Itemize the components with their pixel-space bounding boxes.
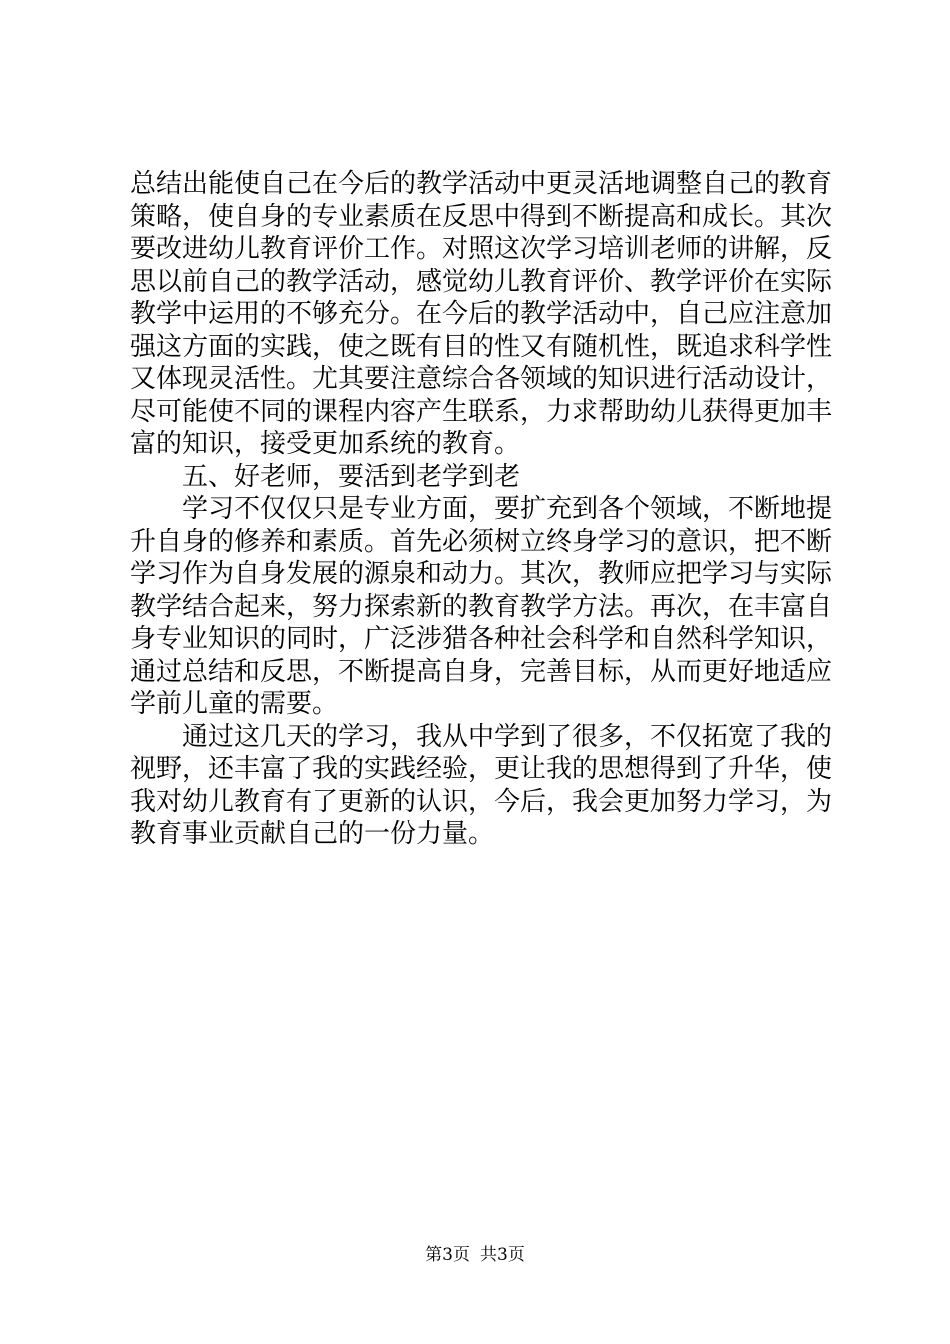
text-line: 通过这几天的学习，我从中学到了很多，不仅拓宽了我的 — [182, 721, 833, 752]
text-line: 总结出能使自己在今后的教学活动中更灵活地调整自己的教育 — [130, 169, 833, 199]
page-total: 共3页 — [480, 1245, 525, 1265]
text-line: 视野，还丰富了我的实践经验，更让我的思想得到了升华，使 — [130, 754, 833, 784]
text-line: 升自身的修养和素质。首先必须树立终身学习的意识，把不断 — [130, 526, 833, 557]
page-number: 第3页 — [425, 1245, 470, 1265]
text-line: 富的知识，接受更加系统的教育。 — [130, 429, 521, 459]
text-line: 策略，使自身的专业素质在反思中得到不断提高和成长。其次 — [130, 201, 833, 232]
page-footer — [0, 1244, 950, 1266]
text-line: 教学中运用的不够充分。在今后的教学活动中，自己应注意加 — [130, 299, 833, 329]
text-line: 通过总结和反思，不断提高自身，完善目标，从而更好地适应 — [130, 656, 833, 687]
text-line: 教育事业贡献自己的一份力量。 — [130, 819, 495, 849]
text-line: 思以前自己的教学活动，感觉幼儿教育评价、教学评价在实际 — [130, 266, 833, 297]
text-line: 教学结合起来，努力探索新的教育教学方法。再次，在丰富自 — [130, 591, 833, 622]
text-line: 强这方面的实践，使之既有目的性又有随机性，既追求科学性 — [130, 331, 833, 362]
text-line: 又体现灵活性。尤其要注意综合各领域的知识进行活动设计， — [130, 364, 833, 394]
paragraph-lifelong-learning — [130, 493, 833, 721]
text-line: 尽可能使不同的课程内容产生联系，力求帮助幼儿获得更加丰 — [130, 396, 833, 427]
text-line: 学前儿童的需要。 — [130, 689, 339, 719]
section-heading: 五、好老师，要活到老学到老 — [182, 461, 521, 492]
document-body — [130, 168, 833, 851]
text-line: 要改进幼儿教育评价工作。对照这次学习培训老师的讲解，反 — [130, 234, 833, 264]
text-line: 身专业知识的同时，广泛涉猎各种社会科学和自然科学知识， — [130, 624, 833, 654]
text-line: 学习不仅仅只是专业方面，要扩充到各个领域，不断地提 — [182, 494, 833, 524]
paragraph-conclusion — [130, 721, 833, 851]
paragraph-continuation — [130, 168, 833, 461]
text-line: 我对幼儿教育有了更新的认识，今后，我会更加努力学习，为 — [130, 786, 833, 817]
text-line: 学习作为自身发展的源泉和动力。其次，教师应把学习与实际 — [130, 559, 833, 589]
